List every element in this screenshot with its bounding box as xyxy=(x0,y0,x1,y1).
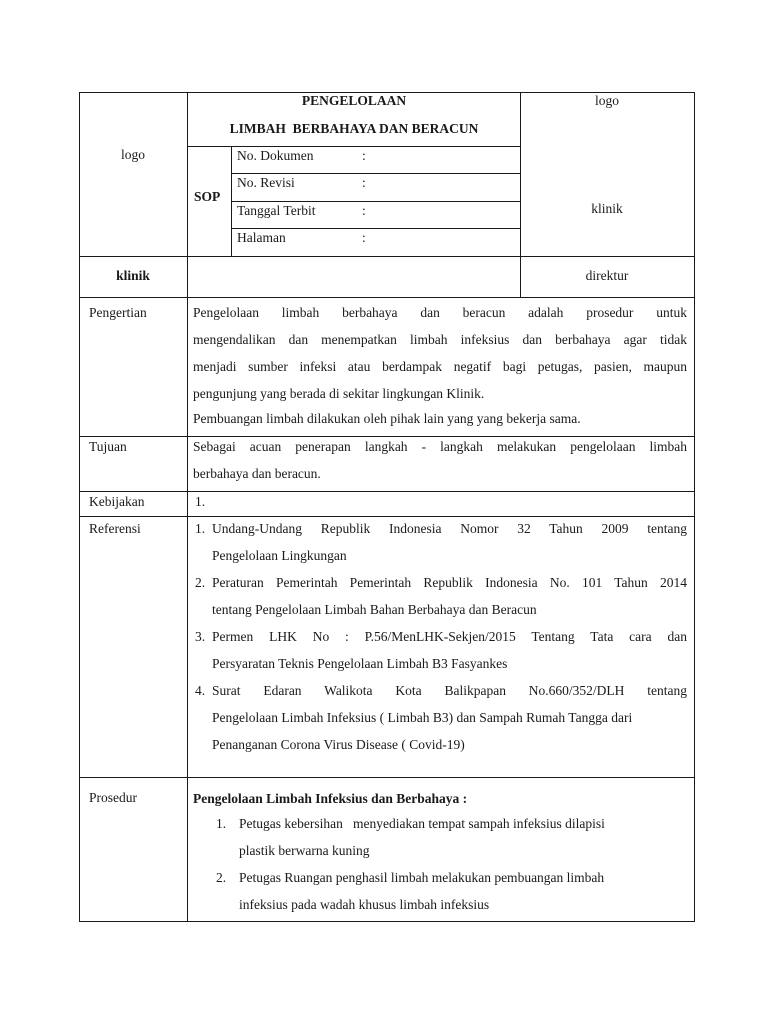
row-sep-1 xyxy=(79,297,695,298)
field-label-no-dokumen: No. Dokumen xyxy=(237,148,314,163)
tujuan-line: Sebagai acuan penerapan langkah - langkah melakukan pengelolaan limbah xyxy=(193,439,687,454)
referensi-line: Pengelolaan Lingkungan xyxy=(212,548,347,563)
header-bottom xyxy=(79,256,695,257)
list-number: 2. xyxy=(216,870,227,885)
referensi-line: Peraturan Pemerintah Pemerintah Republik Indonesia No. 101 Tahun 2014 xyxy=(212,575,687,590)
list-number: 3. xyxy=(195,629,206,644)
section-label-referensi: Referensi xyxy=(89,521,141,536)
list-number: 1. xyxy=(195,521,206,536)
border-left xyxy=(79,92,80,922)
field-label-halaman: Halaman xyxy=(237,230,286,245)
kebijakan-text: 1. xyxy=(195,494,206,509)
logo-right: logo xyxy=(594,93,619,108)
pengertian-line: mengendalikan dan menempatkan limbah infeksius dan berbahaya agar tidak xyxy=(193,332,687,347)
field-sep: : xyxy=(362,175,366,190)
border-bottom xyxy=(79,921,695,922)
prosedur-heading: Pengelolaan Limbah Infeksius dan Berbahaya : xyxy=(193,791,468,806)
sop-label: SOP xyxy=(194,189,221,204)
pengertian-line: pengunjung yang berada di sekitar lingkungan Klinik. xyxy=(193,386,485,401)
list-number: 2. xyxy=(195,575,206,590)
field-sep: : xyxy=(362,148,366,163)
title-line-2: LIMBAH BERBAHAYA DAN BERACUN xyxy=(229,121,479,136)
referensi-line: Pengelolaan Limbah Infeksius ( Limbah B3) dan Sampah Rumah Tangga dari xyxy=(212,710,633,725)
section-label-pengertian: Pengertian xyxy=(89,305,147,320)
section-label-tujuan: Tujuan xyxy=(89,439,127,454)
title-line-1: PENGELOLAAN xyxy=(301,93,407,108)
prosedur-line: infeksius pada wadah khusus limbah infeksius xyxy=(239,897,490,912)
list-number: 1. xyxy=(216,816,227,831)
referensi-line: Permen LHK No : P.56/MenLHK-Sekjen/2015 Tentang Tata cara dan xyxy=(212,629,687,644)
prosedur-line: Petugas Ruangan penghasil limbah melakukan pembuangan limbah xyxy=(239,870,605,885)
referensi-line: Persyaratan Teknis Pengelolaan Limbah B3 Fasyankes xyxy=(212,656,508,671)
row-sep-5 xyxy=(79,777,695,778)
direktur: direktur xyxy=(585,268,629,283)
klinik-right: klinik xyxy=(591,201,623,216)
col-sep-left xyxy=(187,92,188,922)
row-sep-3 xyxy=(79,491,695,492)
field-label-no-revisi: No. Revisi xyxy=(237,175,295,190)
pengertian-line: Pembuangan limbah dilakukan oleh pihak lain yang yang bekerja sama. xyxy=(193,411,581,426)
field-label-tanggal-terbit: Tanggal Terbit xyxy=(237,203,316,218)
referensi-line: Undang-Undang Republik Indonesia Nomor 32 Tahun 2009 tentang xyxy=(212,521,687,536)
referensi-line: tentang Pengelolaan Limbah Bahan Berbahaya dan Beracun xyxy=(212,602,537,617)
border-right xyxy=(694,92,695,922)
klinik-left: klinik xyxy=(116,268,150,283)
section-label-kebijakan: Kebijakan xyxy=(89,494,145,509)
logo-left: logo xyxy=(120,147,145,162)
pengertian-line: Pengelolaan limbah berbahaya dan beracun adalah prosedur untuk xyxy=(193,305,687,320)
referensi-line: Surat Edaran Walikota Kota Balikpapan No.660/352/DLH tentang xyxy=(212,683,687,698)
prosedur-line: plastik berwarna kuning xyxy=(239,843,370,858)
tujuan-line: berbahaya dan beracun. xyxy=(193,466,321,481)
list-number: 4. xyxy=(195,683,206,698)
prosedur-line: Petugas kebersihan menyediakan tempat sampah infeksius dilapisi xyxy=(239,816,605,831)
section-label-prosedur: Prosedur xyxy=(89,790,137,805)
field-sep: : xyxy=(362,230,366,245)
pengertian-line: menjadi sumber infeksi atau berdampak negatif bagi petugas, pasien, maupun xyxy=(193,359,687,374)
field-sep: : xyxy=(362,203,366,218)
referensi-line: Penanganan Corona Virus Disease ( Covid-19) xyxy=(212,737,465,752)
